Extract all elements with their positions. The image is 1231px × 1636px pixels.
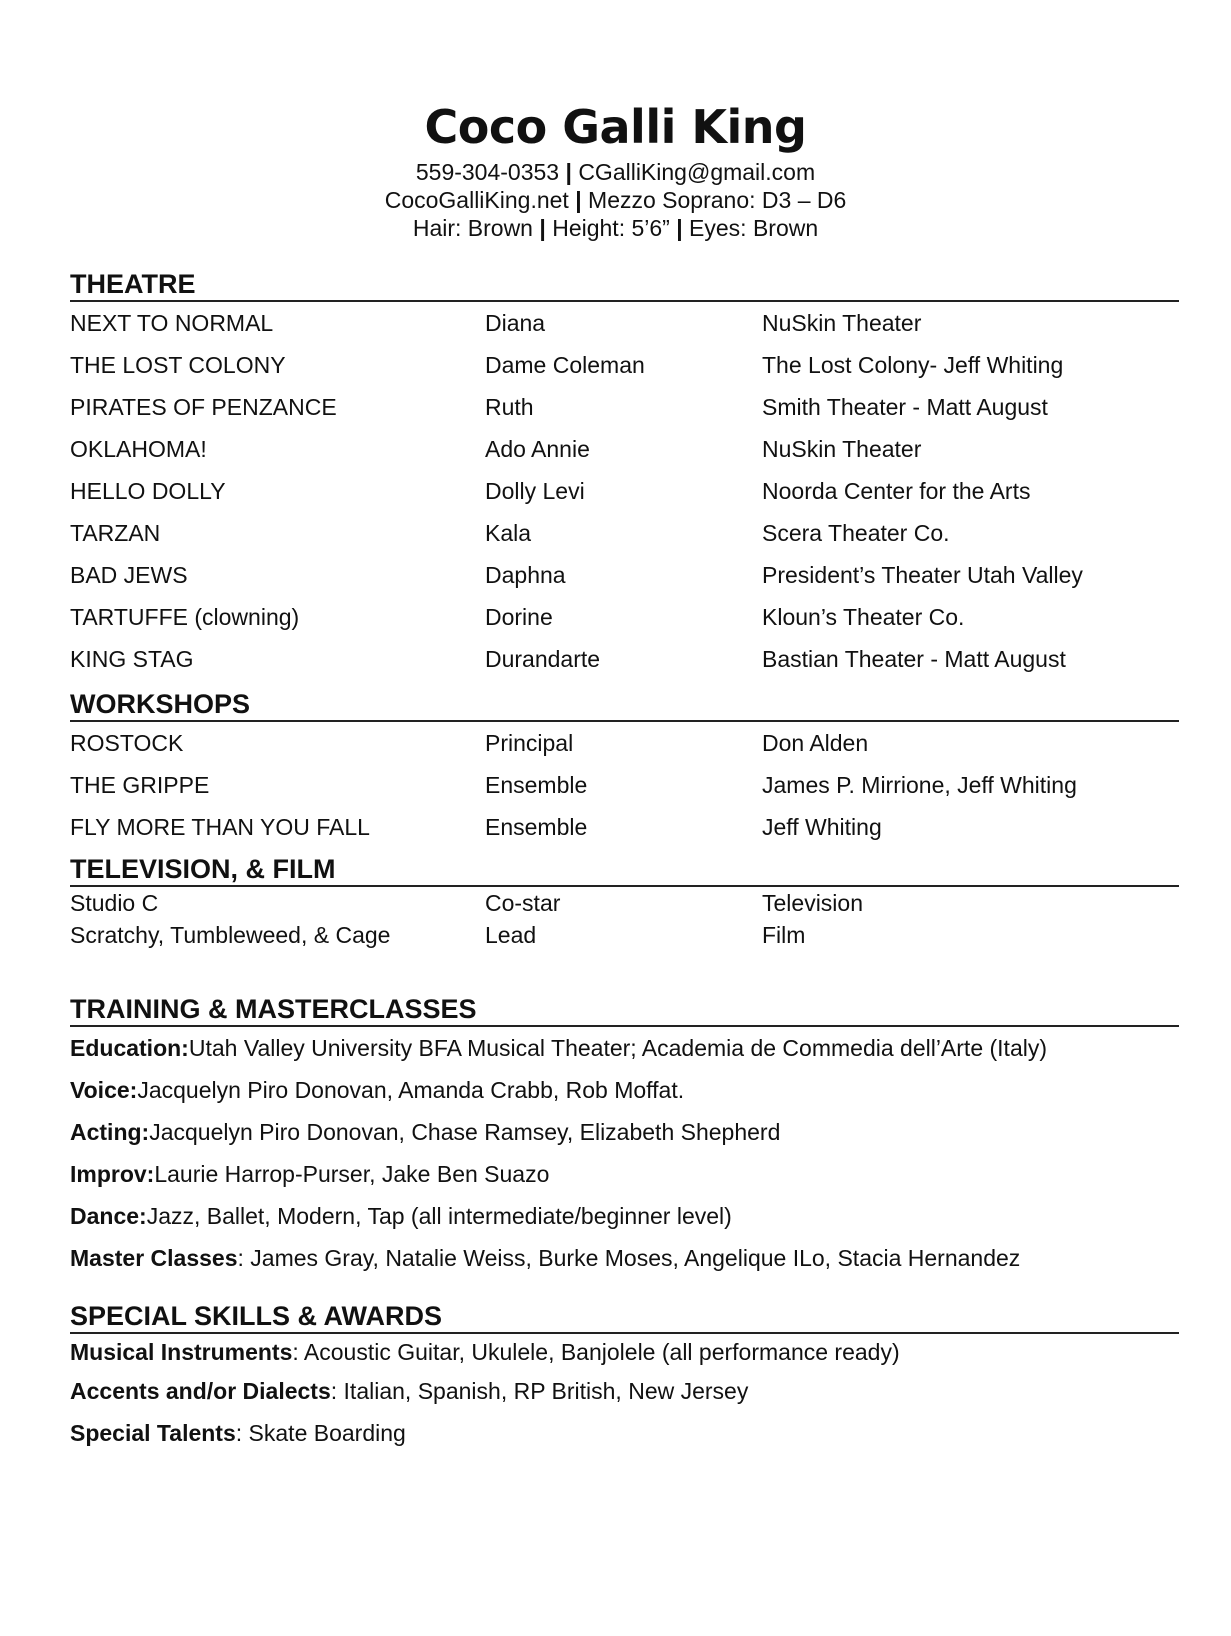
skill-item [70,1334,1179,1370]
show-title: FLY MORE THAN YOU FALL [70,813,370,840]
credit-row [70,428,1179,470]
role: Ensemble [485,771,588,798]
show-title: HELLO DOLLY [70,477,226,504]
role: Durandarte [485,645,601,672]
show-title: TARZAN [70,519,161,546]
item-text: : James Gray, Natalie Weiss, Burke Moses, Angelique ILo, Stacia Hernandez [237,1244,1021,1271]
show-title: THE LOST COLONY [70,351,286,378]
credit-row [70,302,1179,344]
section-title: TRAINING & MASTERCLASSES [70,993,1179,1027]
item-text: Jacquelyn Piro Donovan, Chase Ramsey, Elizabeth Shepherd [149,1118,781,1145]
item-label: Voice: [70,1076,138,1103]
credit-row [70,806,1179,848]
show-title: KING STAG [70,645,194,672]
show-title: OKLAHOMA! [70,435,207,462]
training-item [70,1069,1179,1111]
skill-item [70,1412,1179,1454]
project-title: Studio C [70,889,159,916]
credit-row [70,887,1179,919]
show-title: PIRATES OF PENZANCE [70,393,337,420]
item-text: Jazz, Ballet, Modern, Tap (all intermediate/beginner level) [146,1202,732,1229]
role: Co-star [485,889,561,916]
venue: Don Alden [762,729,869,756]
credit-row [70,722,1179,764]
item-label: Master Classes [70,1244,238,1271]
separator: | [575,187,589,213]
credit-row [70,638,1179,680]
show-title: THE GRIPPE [70,771,210,798]
item-label: Accents and/or Dialects [70,1377,331,1404]
venue: Jeff Whiting [762,813,882,840]
section-title: THEATRE [70,268,1179,302]
medium: Film [762,921,806,948]
role: Daphna [485,561,566,588]
venue: NuSkin Theater [762,309,922,336]
skill-item [70,1370,1179,1412]
venue: NuSkin Theater [762,435,922,462]
credit-row [70,554,1179,596]
item-label: Musical Instruments [70,1338,293,1365]
credit-row [70,344,1179,386]
contact-line-2 [0,186,1231,214]
credits-list [70,302,1179,680]
email-address: CGalliKing@gmail.com [578,159,816,185]
separator: | [676,215,690,241]
role: Dolly Levi [485,477,585,504]
separator: | [539,215,553,241]
item-label: Dance: [70,1202,147,1229]
role: Kala [485,519,532,546]
venue: Bastian Theater - Matt August [762,645,1066,672]
section-title: WORKSHOPS [70,688,1179,722]
item-text: : Acoustic Guitar, Ukulele, Banjolele (all performance ready) [292,1338,900,1365]
credits-list [70,722,1179,848]
item-label: Special Talents [70,1419,236,1446]
credit-row [70,512,1179,554]
separator: | [565,159,579,185]
venue: Scera Theater Co. [762,519,950,546]
role: Diana [485,309,546,336]
role: Ensemble [485,813,588,840]
workshops-section [70,688,1179,848]
item-text: Jacquelyn Piro Donovan, Amanda Crabb, Rob Moffat. [137,1076,685,1103]
section-title: SPECIAL SKILLS & AWARDS [70,1300,1179,1334]
contact-line-3 [0,214,1231,242]
height: Height: 5’6” [552,215,670,241]
item-text: : Skate Boarding [235,1419,406,1446]
training-section [70,993,1179,1279]
training-item [70,1027,1179,1069]
show-title: ROSTOCK [70,729,184,756]
item-label: Education: [70,1034,189,1061]
credit-row [70,764,1179,806]
item-text: Laurie Harrop-Purser, Jake Ben Suazo [154,1160,550,1187]
project-title: Scratchy, Tumbleweed, & Cage [70,921,391,948]
item-text: Utah Valley University BFA Musical Theater; Academia de Commedia dell’Arte (Italy) [188,1034,1048,1061]
venue: Noorda Center for the Arts [762,477,1031,504]
credits-list [70,887,1179,951]
medium: Television [762,889,863,916]
website: CocoGalliKing.net [384,187,569,213]
phone-number: 559-304-0353 [415,159,560,185]
eye-color: Eyes: Brown [689,215,819,241]
hair-color: Hair: Brown [412,215,533,241]
section-title: TELEVISION, & FILM [70,853,1179,887]
show-title: TARTUFFE (clowning) [70,603,300,630]
venue: James P. Mirrione, Jeff Whiting [762,771,1077,798]
credit-row [70,596,1179,638]
television-film-section [70,853,1179,951]
role: Ado Annie [485,435,590,462]
credit-row [70,919,1179,951]
venue: Smith Theater - Matt August [762,393,1048,420]
credit-row [70,470,1179,512]
venue: The Lost Colony- Jeff Whiting [762,351,1064,378]
theatre-section [70,268,1179,680]
role: Dame Coleman [485,351,645,378]
training-item [70,1237,1179,1279]
voice-range: Mezzo Soprano: D3 – D6 [588,187,847,213]
training-item [70,1153,1179,1195]
venue: Kloun’s Theater Co. [762,603,965,630]
role: Lead [485,921,537,948]
item-text: : Italian, Spanish, RP British, New Jersey [330,1377,749,1404]
training-item [70,1111,1179,1153]
role: Ruth [485,393,534,420]
item-label: Improv: [70,1160,155,1187]
show-title: BAD JEWS [70,561,188,588]
performer-name: Coco Galli King [424,100,807,154]
resume-header [0,96,1231,242]
skills-section [70,1300,1179,1454]
contact-line-1 [0,158,1231,186]
training-item [70,1195,1179,1237]
item-label: Acting: [70,1118,150,1145]
venue: President’s Theater Utah Valley [762,561,1083,588]
show-title: NEXT TO NORMAL [70,309,274,336]
role: Principal [485,729,574,756]
credit-row [70,386,1179,428]
role: Dorine [485,603,553,630]
